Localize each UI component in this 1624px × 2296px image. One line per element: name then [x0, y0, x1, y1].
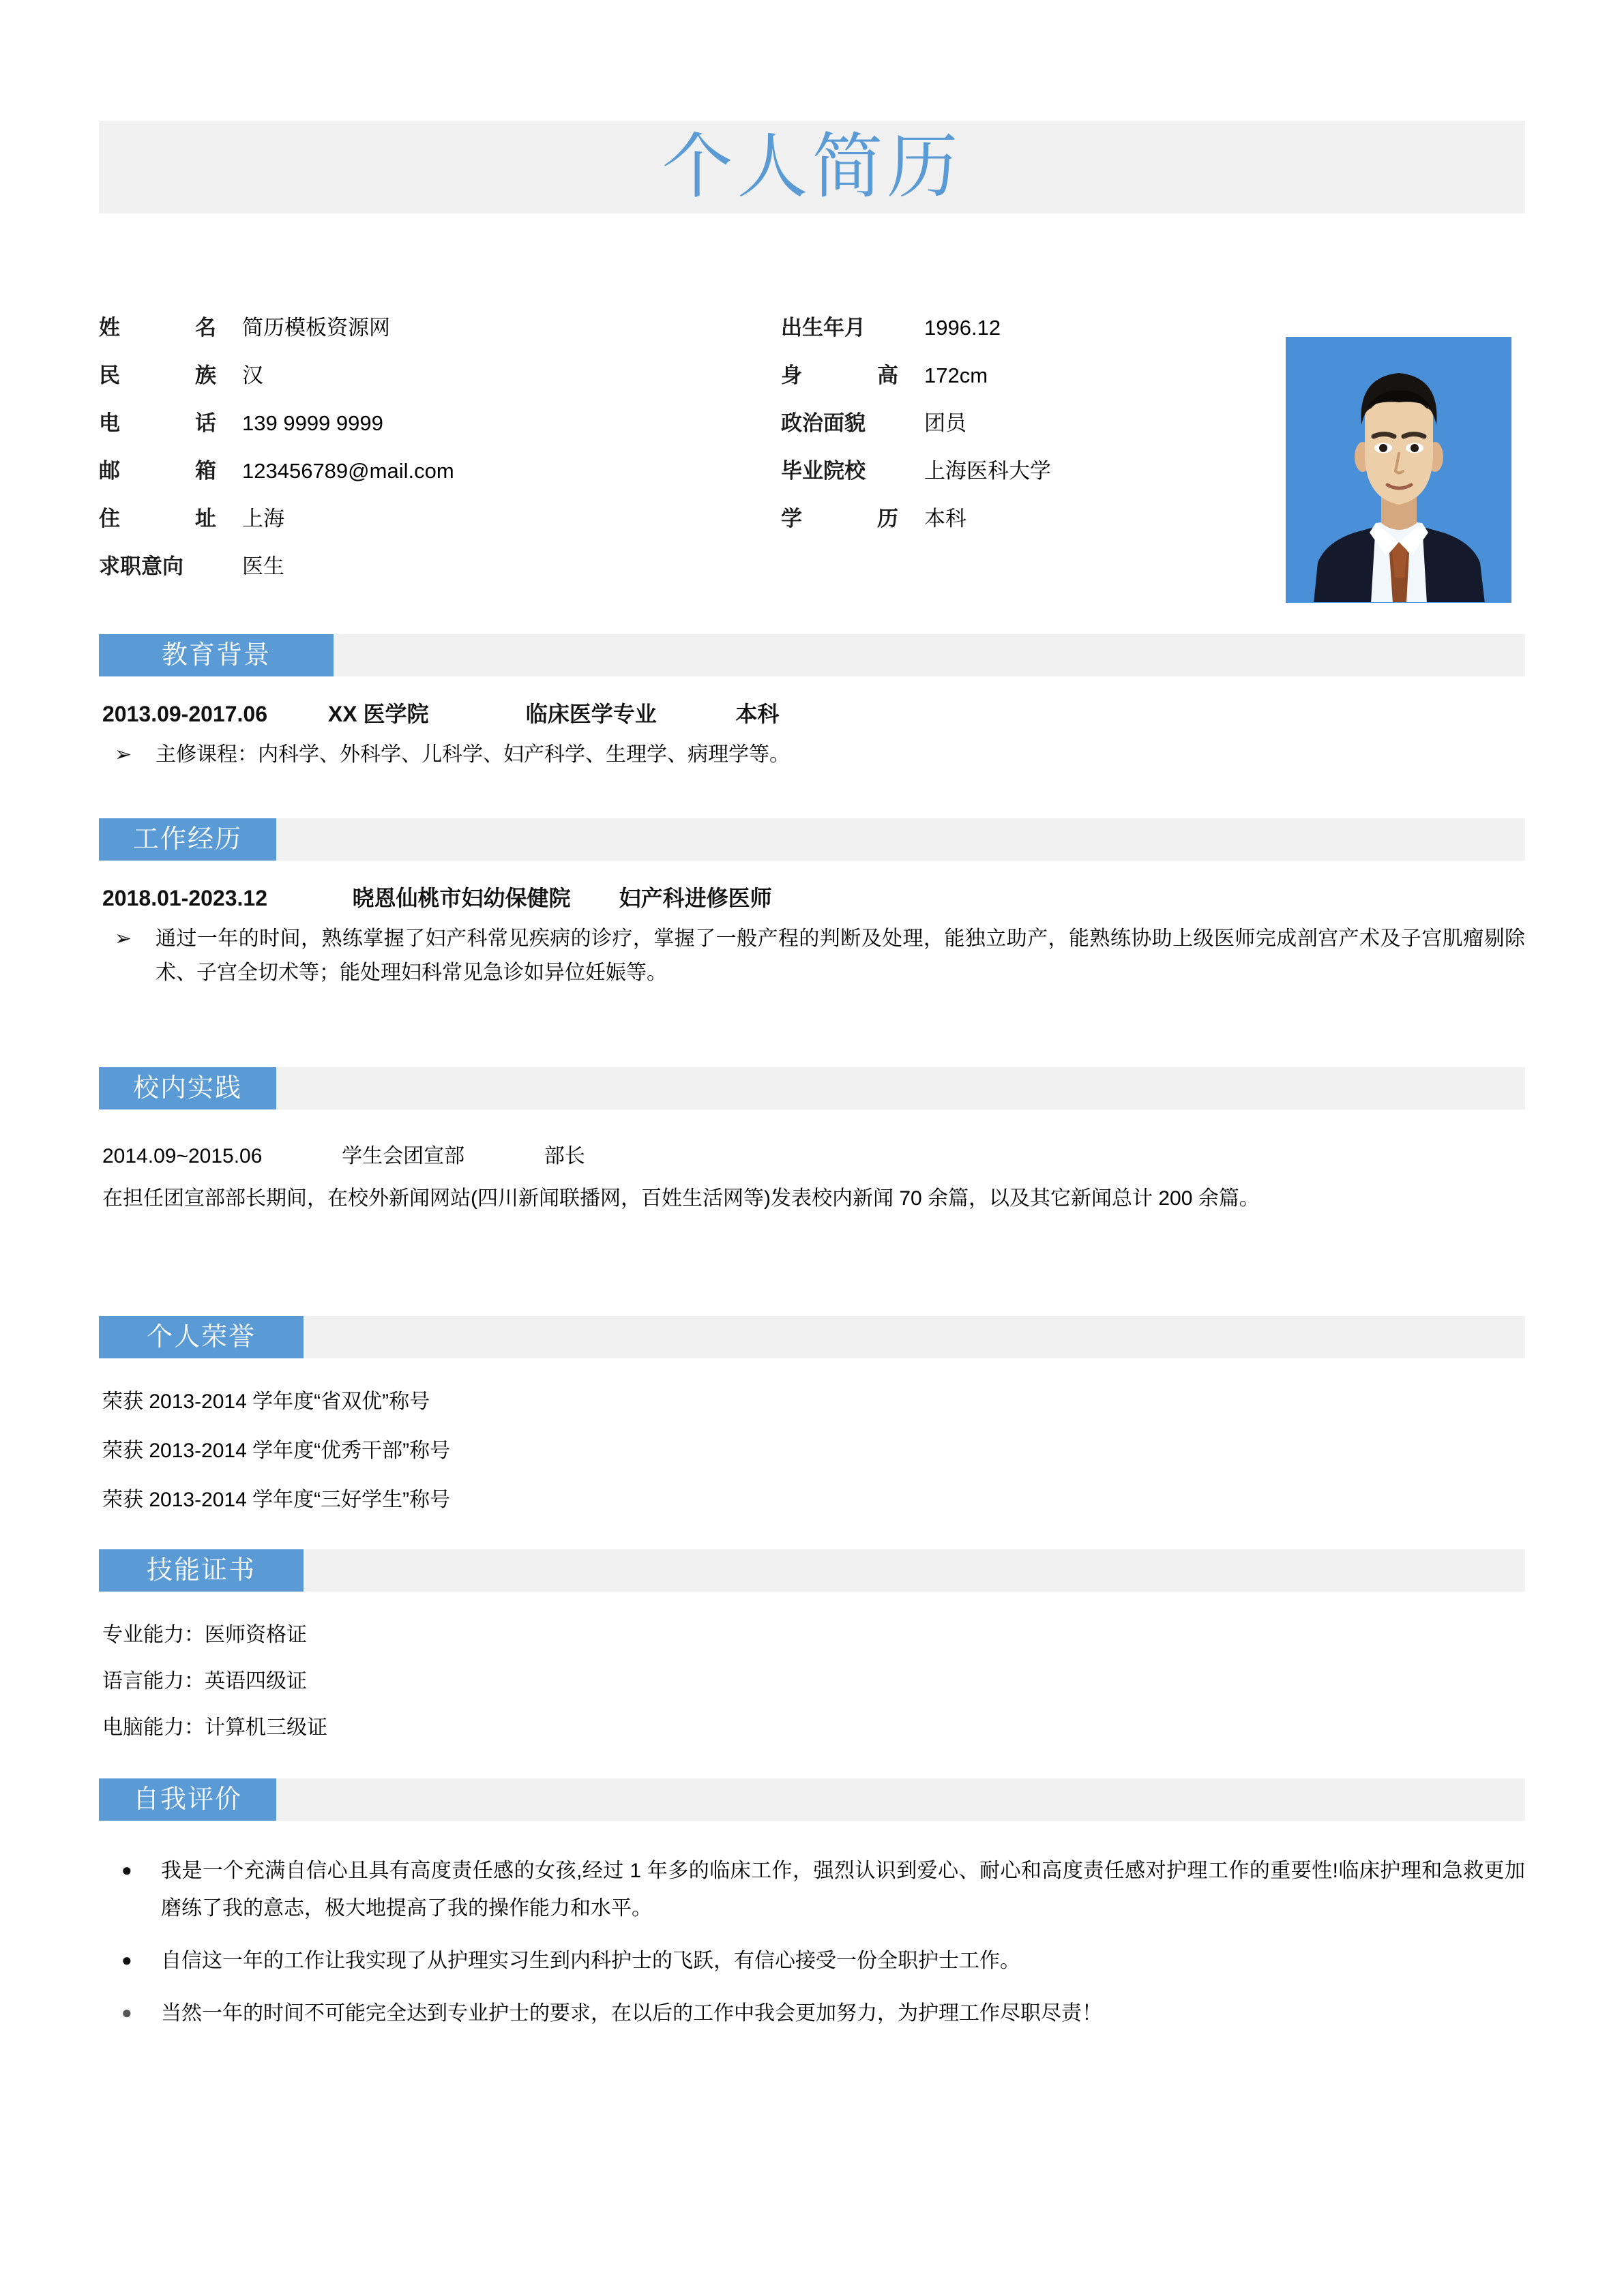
- section-bar-work: [99, 818, 1525, 861]
- dot-bullet-icon: ●: [121, 1860, 132, 1880]
- header-banner: [99, 121, 1525, 213]
- info-label-part-b: 历: [877, 507, 898, 531]
- section-chip-skills: [99, 1549, 304, 1592]
- section-chip-honors: [99, 1316, 304, 1358]
- section-chip-campus: [99, 1067, 276, 1109]
- info-value-school: 上海医科大学: [924, 459, 1051, 483]
- info-label-phone: [99, 406, 242, 436]
- info-row-email: [99, 453, 699, 501]
- info-label-political-status: 政治面貌: [781, 411, 866, 435]
- info-row-name: [99, 310, 699, 358]
- campus-paragraph: 在担任团宣部部长期间，在校外新闻网站(四川新闻联播网，百姓生活网等)发表校内新闻 70 余篇，以及其它新闻总计 200 余篇。: [102, 1187, 1260, 1210]
- section-title-campus: 校内实践: [132, 1074, 242, 1103]
- info-label-job-intention: 求职意向: [99, 554, 183, 578]
- info-label-birth-date: 出生年月: [781, 316, 866, 340]
- honors-content: [102, 1384, 1525, 1518]
- section-title-skills: 技能证书: [146, 1556, 256, 1585]
- info-label-school: 毕业院校: [781, 459, 866, 483]
- dot-bullet-icon: ●: [121, 2002, 132, 2023]
- section-title-self-eval: 自我评价: [132, 1785, 242, 1814]
- info-row-ethnicity: [99, 358, 699, 406]
- info-row-address: [99, 501, 699, 549]
- info-label-ethnicity: [99, 358, 242, 389]
- personal-info-left-column: [99, 310, 699, 597]
- self-eval-text-3: 当然一年的时间不可能完全达到专业护士的要求，在以后的工作中我会更加努力，为护理工作尽职尽责！: [161, 2002, 1102, 2025]
- info-label-part-b: 址: [195, 507, 216, 531]
- work-bullet-item: [102, 922, 1525, 990]
- campus-content: [102, 1139, 1525, 1217]
- info-label-name: [99, 310, 242, 341]
- self-eval-text-2: 自信这一年的工作让我实现了从护理实习生到内科护士的飞跃，有信心接受一份全职护士工作。: [161, 1950, 1020, 1972]
- info-label-address: [99, 501, 242, 532]
- id-photo-illustration: [1286, 338, 1511, 603]
- info-row-degree: [781, 501, 1258, 549]
- info-value-name: 简历模板资源网: [242, 316, 390, 340]
- campus-head-line: 2014.09~2015.06 学生会团宣部 部长: [102, 1145, 585, 1167]
- education-content: [102, 701, 1525, 772]
- skill-line-3: 电脑能力：计算机三级证: [102, 1716, 327, 1739]
- info-label-part-a: 电: [99, 411, 120, 435]
- info-value-ethnicity: 汉: [242, 363, 263, 387]
- info-row-political-status: [781, 406, 1258, 453]
- info-row-height: [781, 358, 1258, 406]
- self-eval-bullet-item: [102, 1942, 1525, 1980]
- info-value-political-status: 团员: [924, 411, 966, 435]
- info-row-school: [781, 453, 1258, 501]
- personal-info-right-column: [781, 310, 1258, 549]
- info-label-part-a: 邮: [99, 459, 120, 483]
- section-bar-campus: [99, 1067, 1525, 1109]
- info-row-phone: [99, 406, 699, 453]
- info-row-job-intention: [99, 549, 699, 597]
- section-bar-honors: [99, 1316, 1525, 1358]
- info-label-height: [781, 358, 924, 389]
- info-label-part-b: 高: [877, 363, 898, 387]
- section-chip-work: [99, 818, 276, 861]
- section-chip-self-eval: [99, 1778, 276, 1821]
- info-label-part-a: 民: [99, 363, 120, 387]
- work-head-line: 2018.01-2023.12 晓恩仙桃市妇幼保健院 妇产科进修医师: [102, 886, 772, 910]
- info-label-degree: [781, 501, 924, 532]
- education-bullet-item: [102, 738, 1525, 772]
- info-value-birth-date: 1996.12: [924, 316, 1001, 340]
- info-label-email: [99, 453, 242, 484]
- skills-content: [102, 1617, 1525, 1746]
- info-label-part-a: 身: [781, 363, 802, 387]
- avatar: [1286, 337, 1511, 603]
- info-label-part-a: 姓: [99, 316, 120, 340]
- work-content: [102, 885, 1525, 990]
- info-label-part-b: 族: [195, 363, 216, 387]
- self-eval-bullet-item: [102, 1995, 1525, 2032]
- honor-line-1: 荣获 2013-2014 学年度“省双优”称号: [102, 1390, 430, 1413]
- section-bar-self-eval: [99, 1778, 1525, 1821]
- info-value-job-intention: 医生: [242, 554, 284, 578]
- info-label-part-b: 话: [195, 411, 216, 435]
- arrow-bullet-icon: ➢: [115, 743, 132, 766]
- dot-bullet-icon: ●: [121, 1950, 132, 1970]
- skill-line-1: 专业能力：医师资格证: [102, 1624, 307, 1646]
- info-value-phone: 139 9999 9999: [242, 411, 383, 435]
- info-value-degree: 本科: [924, 507, 966, 531]
- section-title-education: 教育背景: [161, 641, 271, 670]
- honor-line-2: 荣获 2013-2014 学年度“优秀干部”称号: [102, 1440, 451, 1462]
- info-label-part-b: 箱: [195, 459, 216, 483]
- section-bar-education: [99, 634, 1525, 676]
- info-label-part-a: 学: [781, 507, 802, 531]
- education-bullet-text: 主修课程：内科学、外科学、儿科学、妇产科学、生理学、病理学等。: [156, 743, 790, 766]
- section-bar-skills: [99, 1549, 1525, 1592]
- info-label-part-a: 住: [99, 507, 120, 531]
- arrow-bullet-icon: ➢: [115, 927, 132, 951]
- info-row-birth-date: [781, 310, 1258, 358]
- section-chip-education: [99, 634, 334, 676]
- education-head-line: 2013.09-2017.06 XX 医学院 临床医学专业 本科: [102, 702, 780, 726]
- info-label-part-b: 名: [195, 316, 216, 340]
- section-title-work: 工作经历: [132, 825, 242, 854]
- self-eval-content: [102, 1841, 1525, 2032]
- self-eval-bullet-item: [102, 1852, 1525, 1927]
- skill-line-2: 语言能力：英语四级证: [102, 1670, 307, 1693]
- work-bullet-text: 通过一年的时间，熟练掌握了妇产科常见疾病的诊疗，掌握了一般产程的判断及处理，能独立助产，能熟练协助上级医师完成剖宫产术及子宫肌瘤剔除术、子宫全切术等；能处理妇科常见急诊如异位妊娠等。: [156, 927, 1525, 985]
- info-value-height: 172cm: [924, 363, 988, 387]
- info-value-address: 上海: [242, 507, 284, 531]
- info-value-email: 123456789@mail.com: [242, 459, 454, 483]
- honor-line-3: 荣获 2013-2014 学年度“三好学生”称号: [102, 1489, 451, 1511]
- personal-info-block: [99, 310, 1258, 603]
- self-eval-text-1: 我是一个充满自信心且具有高度责任感的女孩,经过 1 年多的临床工作，强烈认识到爱心、耐心和高度责任感对护理工作的重要性!临床护理和急救更加磨练了我的意志，极大地提高了我的操作能力和水平。: [161, 1860, 1525, 1920]
- section-title-honors: 个人荣誉: [146, 1323, 256, 1352]
- page-title: 个人简历: [662, 128, 962, 207]
